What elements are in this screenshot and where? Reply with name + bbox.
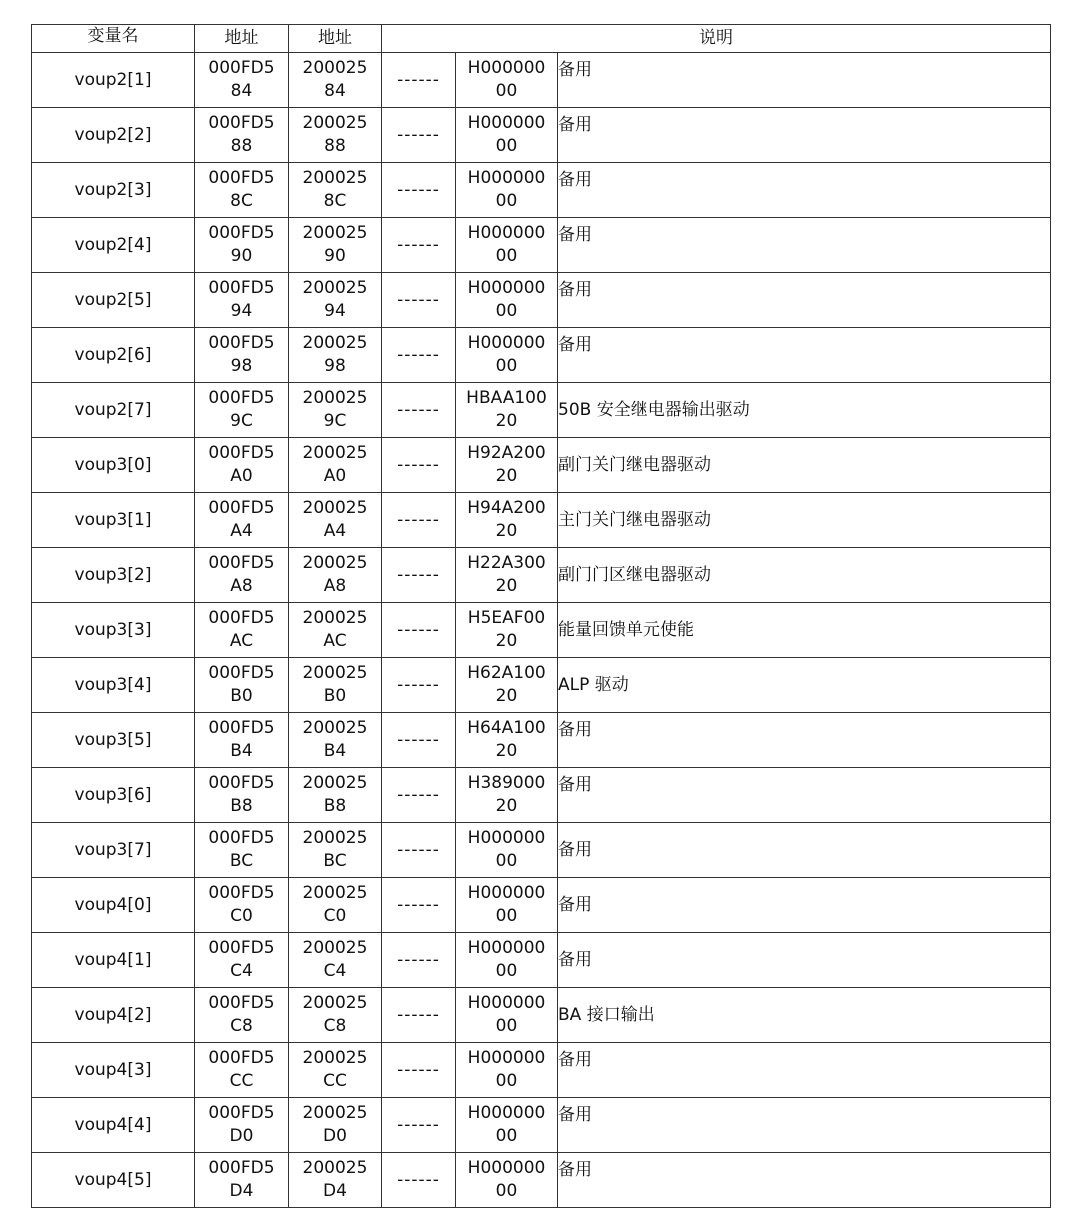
address-1-line-2: BC bbox=[229, 851, 254, 871]
value-cell bbox=[456, 1043, 558, 1098]
table-row bbox=[32, 878, 1051, 933]
table-body bbox=[32, 53, 1051, 1208]
value-cell bbox=[456, 658, 558, 713]
value-line-2: 20 bbox=[495, 686, 518, 706]
address-2-line-1: 200025 bbox=[302, 553, 368, 573]
dash-cell: ------ bbox=[382, 658, 456, 713]
description-cell: 50B 安全继电器输出驱动 bbox=[558, 383, 1051, 438]
address-1-line-1: 000FD5 bbox=[208, 333, 275, 353]
value-cell bbox=[456, 383, 558, 438]
table-row bbox=[32, 53, 1051, 108]
description-cell: 备用 bbox=[558, 1098, 1051, 1153]
address-1-line-1: 000FD5 bbox=[208, 938, 275, 958]
variable-name-cell: voup3[1] bbox=[32, 493, 195, 548]
description-cell: 备用 bbox=[558, 163, 1051, 218]
variable-name-cell: voup4[4] bbox=[32, 1098, 195, 1153]
value-cell bbox=[456, 713, 558, 768]
address-2-line-2: 98 bbox=[324, 356, 346, 376]
address-1-cell bbox=[195, 823, 289, 878]
value-cell bbox=[456, 768, 558, 823]
value-line-1: H000000 bbox=[467, 333, 546, 353]
address-2-line-2: C0 bbox=[323, 906, 347, 926]
value-line-1: H000000 bbox=[467, 223, 546, 243]
value-line-1: H5EAF00 bbox=[467, 608, 546, 628]
address-1-line-1: 000FD5 bbox=[208, 1103, 275, 1123]
value-line-2: 00 bbox=[495, 1016, 518, 1036]
address-1-cell bbox=[195, 603, 289, 658]
address-2-line-2: D0 bbox=[323, 1126, 347, 1146]
variable-name-cell: voup2[4] bbox=[32, 218, 195, 273]
value-line-2: 00 bbox=[495, 1126, 518, 1146]
value-cell bbox=[456, 878, 558, 933]
address-1-line-1: 000FD5 bbox=[208, 498, 275, 518]
address-1-line-1: 000FD5 bbox=[208, 278, 275, 298]
table-row bbox=[32, 658, 1051, 713]
value-line-1: H94A200 bbox=[467, 498, 546, 518]
value-line-1: H000000 bbox=[467, 1158, 546, 1178]
description-cell: ALP 驱动 bbox=[558, 658, 1051, 713]
address-2-line-1: 200025 bbox=[302, 1158, 368, 1178]
address-1-cell bbox=[195, 1153, 289, 1208]
address-1-cell bbox=[195, 383, 289, 438]
address-1-line-1: 000FD5 bbox=[208, 553, 275, 573]
table-row bbox=[32, 548, 1051, 603]
table-row bbox=[32, 603, 1051, 658]
variable-name-cell: voup4[5] bbox=[32, 1153, 195, 1208]
address-2-cell bbox=[289, 933, 382, 988]
value-cell bbox=[456, 163, 558, 218]
description-cell: 备用 bbox=[558, 1153, 1051, 1208]
dash-cell: ------ bbox=[382, 713, 456, 768]
variable-name-cell: voup3[6] bbox=[32, 768, 195, 823]
address-2-cell bbox=[289, 768, 382, 823]
dash-cell: ------ bbox=[382, 383, 456, 438]
header-address-2: 地址 bbox=[289, 25, 382, 53]
address-2-cell bbox=[289, 163, 382, 218]
table-row bbox=[32, 383, 1051, 438]
address-2-line-2: C4 bbox=[323, 961, 347, 981]
address-2-line-1: 200025 bbox=[302, 278, 368, 298]
address-2-line-2: B4 bbox=[323, 741, 347, 761]
value-line-1: H62A100 bbox=[467, 663, 546, 683]
address-1-line-1: 000FD5 bbox=[208, 883, 275, 903]
dash-cell: ------ bbox=[382, 988, 456, 1043]
variable-name-cell: voup2[3] bbox=[32, 163, 195, 218]
dash-cell: ------ bbox=[382, 878, 456, 933]
address-2-cell bbox=[289, 823, 382, 878]
address-2-cell bbox=[289, 1098, 382, 1153]
address-2-line-1: 200025 bbox=[302, 168, 368, 188]
description-cell: 备用 bbox=[558, 713, 1051, 768]
value-line-1: HBAA100 bbox=[466, 388, 547, 408]
description-cell: 副门关门继电器驱动 bbox=[558, 438, 1051, 493]
address-1-line-1: 000FD5 bbox=[208, 58, 275, 78]
address-2-cell bbox=[289, 493, 382, 548]
address-1-cell bbox=[195, 493, 289, 548]
address-1-line-1: 000FD5 bbox=[208, 168, 275, 188]
address-2-line-2: 8C bbox=[323, 191, 347, 211]
address-2-line-2: A8 bbox=[323, 576, 347, 596]
address-1-cell bbox=[195, 548, 289, 603]
address-2-cell bbox=[289, 603, 382, 658]
value-cell bbox=[456, 328, 558, 383]
dash-cell: ------ bbox=[382, 493, 456, 548]
table-row bbox=[32, 988, 1051, 1043]
value-line-1: H000000 bbox=[467, 828, 546, 848]
address-1-line-2: 9C bbox=[230, 411, 253, 431]
value-line-1: H000000 bbox=[467, 113, 546, 133]
address-2-line-2: BC bbox=[323, 851, 347, 871]
header-address-1: 地址 bbox=[195, 25, 289, 53]
value-line-2: 00 bbox=[495, 851, 518, 871]
description-cell: 主门关门继电器驱动 bbox=[558, 493, 1051, 548]
description-cell: 能量回馈单元使能 bbox=[558, 603, 1051, 658]
variable-name-cell: voup2[6] bbox=[32, 328, 195, 383]
value-line-2: 00 bbox=[495, 81, 518, 101]
variable-name-cell: voup4[1] bbox=[32, 933, 195, 988]
value-cell bbox=[456, 273, 558, 328]
variable-name-cell: voup4[0] bbox=[32, 878, 195, 933]
address-1-line-2: 98 bbox=[230, 356, 253, 376]
variable-name-cell: voup2[5] bbox=[32, 273, 195, 328]
address-2-line-1: 200025 bbox=[302, 608, 368, 628]
address-2-line-2: AC bbox=[323, 631, 347, 651]
value-line-1: H000000 bbox=[467, 168, 546, 188]
address-table bbox=[31, 24, 1051, 1208]
variable-name-cell: voup3[2] bbox=[32, 548, 195, 603]
address-1-line-2: B0 bbox=[230, 686, 253, 706]
dash-cell: ------ bbox=[382, 1153, 456, 1208]
address-2-line-2: A0 bbox=[323, 466, 347, 486]
header-variable-name: 变量名 bbox=[32, 25, 195, 53]
description-cell: 副门门区继电器驱动 bbox=[558, 548, 1051, 603]
table-row bbox=[32, 493, 1051, 548]
value-cell bbox=[456, 988, 558, 1043]
address-1-line-2: 90 bbox=[230, 246, 253, 266]
table-row bbox=[32, 328, 1051, 383]
address-1-cell bbox=[195, 218, 289, 273]
address-2-line-2: A4 bbox=[323, 521, 347, 541]
header-description: 说明 bbox=[382, 25, 1051, 53]
dash-cell: ------ bbox=[382, 53, 456, 108]
address-2-cell bbox=[289, 713, 382, 768]
table-row bbox=[32, 438, 1051, 493]
header-row bbox=[32, 25, 1051, 53]
address-2-cell bbox=[289, 108, 382, 163]
value-line-1: H000000 bbox=[467, 993, 546, 1013]
value-line-2: 00 bbox=[495, 246, 518, 266]
description-cell: 备用 bbox=[558, 1043, 1051, 1098]
address-2-cell bbox=[289, 658, 382, 713]
address-1-line-1: 000FD5 bbox=[208, 663, 275, 683]
value-cell bbox=[456, 548, 558, 603]
address-2-cell bbox=[289, 438, 382, 493]
address-2-line-1: 200025 bbox=[302, 333, 368, 353]
address-1-line-2: A4 bbox=[230, 521, 253, 541]
dash-cell: ------ bbox=[382, 603, 456, 658]
dash-cell: ------ bbox=[382, 273, 456, 328]
address-1-line-1: 000FD5 bbox=[208, 388, 275, 408]
value-line-2: 00 bbox=[495, 301, 518, 321]
value-line-2: 20 bbox=[495, 466, 518, 486]
address-2-line-1: 200025 bbox=[302, 388, 368, 408]
address-1-line-2: D0 bbox=[229, 1126, 254, 1146]
value-line-2: 20 bbox=[495, 521, 518, 541]
dash-cell: ------ bbox=[382, 1098, 456, 1153]
variable-name-cell: voup2[7] bbox=[32, 383, 195, 438]
address-1-line-2: C8 bbox=[230, 1016, 253, 1036]
dash-cell: ------ bbox=[382, 163, 456, 218]
address-2-line-2: CC bbox=[323, 1071, 347, 1091]
value-cell bbox=[456, 823, 558, 878]
value-line-2: 00 bbox=[495, 1071, 518, 1091]
variable-name-cell: voup4[3] bbox=[32, 1043, 195, 1098]
address-1-line-1: 000FD5 bbox=[208, 443, 275, 463]
value-cell bbox=[456, 1098, 558, 1153]
address-1-cell bbox=[195, 328, 289, 383]
address-1-line-2: B8 bbox=[230, 796, 253, 816]
variable-name-cell: voup2[2] bbox=[32, 108, 195, 163]
address-2-cell bbox=[289, 988, 382, 1043]
value-line-2: 20 bbox=[495, 411, 518, 431]
address-2-line-1: 200025 bbox=[302, 718, 368, 738]
variable-name-cell: voup3[5] bbox=[32, 713, 195, 768]
value-line-1: H000000 bbox=[467, 278, 546, 298]
address-2-line-1: 200025 bbox=[302, 883, 368, 903]
address-1-line-2: C4 bbox=[230, 961, 253, 981]
address-1-line-2: A0 bbox=[230, 466, 253, 486]
address-2-line-1: 200025 bbox=[302, 993, 368, 1013]
address-1-cell bbox=[195, 438, 289, 493]
address-1-line-1: 000FD5 bbox=[208, 223, 275, 243]
address-2-cell bbox=[289, 1153, 382, 1208]
address-2-line-1: 200025 bbox=[302, 58, 368, 78]
dash-cell: ------ bbox=[382, 438, 456, 493]
variable-name-cell: voup3[7] bbox=[32, 823, 195, 878]
value-line-1: H64A100 bbox=[467, 718, 546, 738]
value-cell bbox=[456, 53, 558, 108]
dash-cell: ------ bbox=[382, 548, 456, 603]
table-row bbox=[32, 218, 1051, 273]
value-line-2: 00 bbox=[495, 1181, 518, 1201]
value-cell bbox=[456, 933, 558, 988]
address-1-cell bbox=[195, 163, 289, 218]
description-cell: 备用 bbox=[558, 768, 1051, 823]
table-row bbox=[32, 1098, 1051, 1153]
value-line-2: 20 bbox=[495, 741, 518, 761]
address-1-cell bbox=[195, 1043, 289, 1098]
value-line-2: 20 bbox=[495, 576, 518, 596]
address-1-cell bbox=[195, 713, 289, 768]
description-cell: 备用 bbox=[558, 53, 1051, 108]
address-1-line-2: AC bbox=[229, 631, 254, 651]
address-1-line-2: C0 bbox=[230, 906, 253, 926]
address-1-cell bbox=[195, 108, 289, 163]
value-line-2: 00 bbox=[495, 136, 518, 156]
value-line-1: H000000 bbox=[467, 883, 546, 903]
address-2-line-2: D4 bbox=[323, 1181, 347, 1201]
dash-cell: ------ bbox=[382, 108, 456, 163]
dash-cell: ------ bbox=[382, 1043, 456, 1098]
address-1-line-2: D4 bbox=[229, 1181, 254, 1201]
value-cell bbox=[456, 1153, 558, 1208]
address-1-cell bbox=[195, 53, 289, 108]
value-cell bbox=[456, 218, 558, 273]
address-2-cell bbox=[289, 383, 382, 438]
address-2-line-2: 94 bbox=[324, 301, 346, 321]
address-2-cell bbox=[289, 53, 382, 108]
description-cell: 备用 bbox=[558, 273, 1051, 328]
address-1-line-2: 94 bbox=[230, 301, 253, 321]
address-1-line-2: 84 bbox=[230, 81, 253, 101]
address-2-line-1: 200025 bbox=[302, 828, 368, 848]
value-line-2: 00 bbox=[495, 191, 518, 211]
table-row bbox=[32, 823, 1051, 878]
address-1-cell bbox=[195, 768, 289, 823]
address-2-line-1: 200025 bbox=[302, 113, 368, 133]
value-line-1: H389000 bbox=[467, 773, 546, 793]
table-row bbox=[32, 1153, 1051, 1208]
address-2-line-1: 200025 bbox=[302, 1048, 368, 1068]
address-2-line-1: 200025 bbox=[302, 938, 368, 958]
dash-cell: ------ bbox=[382, 933, 456, 988]
address-1-cell bbox=[195, 988, 289, 1043]
address-2-line-1: 200025 bbox=[302, 1103, 368, 1123]
description-cell: 备用 bbox=[558, 823, 1051, 878]
value-line-1: H22A300 bbox=[467, 553, 546, 573]
description-cell: 备用 bbox=[558, 328, 1051, 383]
address-2-line-1: 200025 bbox=[302, 223, 368, 243]
table-row bbox=[32, 1043, 1051, 1098]
address-1-line-1: 000FD5 bbox=[208, 993, 275, 1013]
address-1-line-1: 000FD5 bbox=[208, 608, 275, 628]
value-line-1: H000000 bbox=[467, 58, 546, 78]
description-cell: 备用 bbox=[558, 878, 1051, 933]
description-cell: 备用 bbox=[558, 933, 1051, 988]
address-2-cell bbox=[289, 328, 382, 383]
table-row bbox=[32, 163, 1051, 218]
table-row bbox=[32, 768, 1051, 823]
address-2-line-1: 200025 bbox=[302, 443, 368, 463]
value-line-1: H000000 bbox=[467, 1048, 546, 1068]
address-2-line-2: C8 bbox=[323, 1016, 347, 1036]
address-1-cell bbox=[195, 1098, 289, 1153]
address-2-line-1: 200025 bbox=[302, 773, 368, 793]
address-1-line-1: 000FD5 bbox=[208, 113, 275, 133]
dash-cell: ------ bbox=[382, 218, 456, 273]
value-line-1: H92A200 bbox=[467, 443, 546, 463]
address-2-line-2: 88 bbox=[324, 136, 346, 156]
dash-cell: ------ bbox=[382, 768, 456, 823]
description-cell: BA 接口输出 bbox=[558, 988, 1051, 1043]
value-cell bbox=[456, 493, 558, 548]
table-row bbox=[32, 273, 1051, 328]
value-line-1: H000000 bbox=[467, 1103, 546, 1123]
value-cell bbox=[456, 438, 558, 493]
dash-cell: ------ bbox=[382, 328, 456, 383]
variable-name-cell: voup3[3] bbox=[32, 603, 195, 658]
address-1-line-1: 000FD5 bbox=[208, 1158, 275, 1178]
value-line-2: 20 bbox=[495, 796, 518, 816]
address-2-cell bbox=[289, 548, 382, 603]
variable-name-cell: voup2[1] bbox=[32, 53, 195, 108]
address-1-line-1: 000FD5 bbox=[208, 1048, 275, 1068]
address-2-line-2: B0 bbox=[323, 686, 347, 706]
address-1-cell bbox=[195, 273, 289, 328]
address-1-line-2: CC bbox=[229, 1071, 254, 1091]
table-row bbox=[32, 713, 1051, 768]
address-2-cell bbox=[289, 878, 382, 933]
value-cell bbox=[456, 108, 558, 163]
value-line-2: 00 bbox=[495, 906, 518, 926]
address-1-line-2: B4 bbox=[230, 741, 253, 761]
address-2-line-1: 200025 bbox=[302, 663, 368, 683]
address-1-cell bbox=[195, 658, 289, 713]
address-2-line-1: 200025 bbox=[302, 498, 368, 518]
description-cell: 备用 bbox=[558, 108, 1051, 163]
value-cell bbox=[456, 603, 558, 658]
address-1-cell bbox=[195, 878, 289, 933]
address-2-line-2: 90 bbox=[324, 246, 346, 266]
address-1-line-2: A8 bbox=[230, 576, 253, 596]
address-1-line-2: 88 bbox=[230, 136, 253, 156]
address-1-line-1: 000FD5 bbox=[208, 828, 275, 848]
value-line-2: 00 bbox=[495, 356, 518, 376]
variable-name-cell: voup3[4] bbox=[32, 658, 195, 713]
variable-name-cell: voup3[0] bbox=[32, 438, 195, 493]
table-row bbox=[32, 933, 1051, 988]
value-line-2: 20 bbox=[495, 631, 518, 651]
address-2-line-2: B8 bbox=[323, 796, 347, 816]
value-line-2: 00 bbox=[495, 961, 518, 981]
address-2-line-2: 84 bbox=[324, 81, 346, 101]
address-2-cell bbox=[289, 1043, 382, 1098]
address-1-cell bbox=[195, 933, 289, 988]
address-1-line-2: 8C bbox=[230, 191, 253, 211]
dash-cell: ------ bbox=[382, 823, 456, 878]
address-1-line-1: 000FD5 bbox=[208, 718, 275, 738]
address-1-line-1: 000FD5 bbox=[208, 773, 275, 793]
variable-name-cell: voup4[2] bbox=[32, 988, 195, 1043]
address-2-cell bbox=[289, 273, 382, 328]
address-2-line-2: 9C bbox=[323, 411, 347, 431]
table-row bbox=[32, 108, 1051, 163]
address-2-cell bbox=[289, 218, 382, 273]
description-cell: 备用 bbox=[558, 218, 1051, 273]
value-line-1: H000000 bbox=[467, 938, 546, 958]
